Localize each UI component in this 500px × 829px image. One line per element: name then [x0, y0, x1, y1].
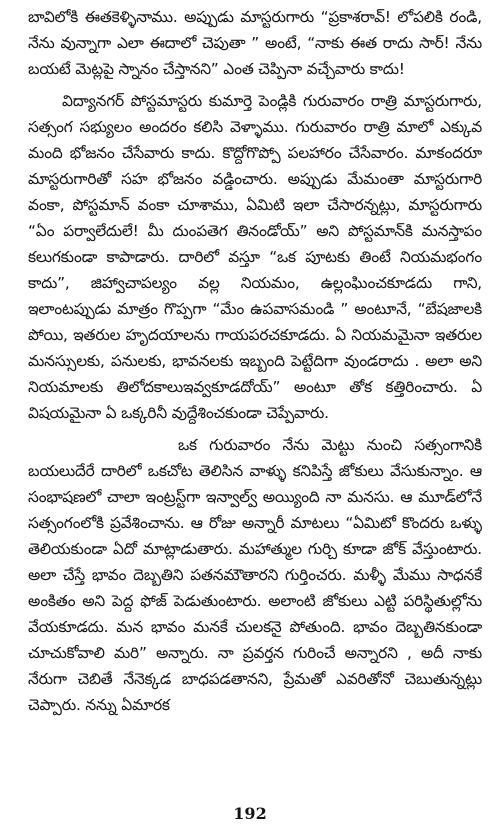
paragraph-3: ఒక గురువారం నేను మెట్టు నుంచి సత్సంగానికి బయలుదేరే దారిలో ఒకచోట తెలిసిన వాళ్ళు కనిపిస్తే జోకులు వేసుకున్నాం. ఆ సంభాషణలో చాలా ఇంట్రస్ట్‌గా ఇన్వాల్వ్ అయ్యింది నా మనసు. ఆ మూడ్‌లోనే సత్సంగంలోకి ప్రవేశించాను. ఆ రోజు అన్నారీ మాటలు “ఏమిటో కొందరు ఒళ్ళు తెలియకుండా ఏదో మాట్లాడుతారు. మహాత్ముల గుర్చి కూడా జోక్ వేస్తుంటారు. అలా చేస్తే భావం దెబ్బతిని పతనమౌతారని గుర్తించరు. మళ్ళీ మేము సాధనకే అంకితం అని పెద్ద ఫోజ్ పెడుతుంటారు. అలాంటి జోకులు ఎట్టి పరిస్థితుల్లోను వేయకూడదు. మన భావం మనకే చులకనై పోతుంది. భావం దెబ్బతినకుండా చూచుకోవాలి మరి” అన్నారు. నా ప్రవర్తన గురించే అన్నారని , అదీ నాకు నేరుగా చెబితే నేనెక్కడ బాధపడతానని, ప్రేమతో ఎవరితోనో చెబుతున్నట్లు చెప్పారు. నన్ను ఏమారక	[28, 436, 482, 714]
paragraph-2: విద్యానగర్ పోస్టమాస్టరు కుమార్తె పెండ్లికి గురువారం రాత్రి మాస్టరుగారు, సత్సంగ సభ్యులం అందరం కలిసి వెళ్ళాము. గురువారం రాత్రి మాలో ఎక్కువ మంది భోజనం చేసేవారు కాదు. కొద్దోగొప్పో పలహారం చేసేవారం. మాకందరూ మాస్టరుగారితో సహ భోజనం వడ్డించారు. అప్పుడు మేమంతా మాస్టరుగారి వంకా, పోస్టమాన్ వంకా చూశాము, ఏమిటి ఇలా చేసారన్నట్లు, మాస్టరుగారు “ఏం పర్వాలేదులే! మీ దుంపతెగ తినండోయ్” అని పోస్టమాన్‌కి మనస్తాపం కలుగకుండా కాపాడారు. దారిలో వస్తూ “ఒక పూటకు తింటే నియమభంగం కాదు”, జిహ్వాచాపల్యం వల్ల నియమం, ఉల్లంఘించకూడదు గాని, ఇలాంటప్పుడు మాత్రం గొప్పగా “మేం ఉపవాసమండి ” అంటూనే, “బేషజాలకి పోయి, ఇతరుల హృదయాలను గాయపరచకూడదు. ఏ నియమమైనా ఇతరుల మనస్సులకు, పనులకు, భావనలకు ఇబ్బంది పెట్టేదిగా వుండరాదు . అలా అని నియమాలకు తిలోదకాలుఇవ్వకూడదోయ్” అంటూ తోక కత్తిరించారు. ఏ విషయమైనా ఏ ఒక్కరినీ వుద్దేశించకుండా చెప్పేవారు.	[28, 92, 482, 422]
page-number: 192	[233, 804, 267, 823]
paragraph-1: బావిలోకి ఈతకెళ్ళినాము. అప్పుడు మాస్టరుగారు “ప్రకాశరావ్! లోపలికి రండి, నేను వున్నాగా ఎలా ఈదాలో చెపుతా ” అంటే, “నాకు ఈత రాదు సార్! నేను బయటే మెట్లపై స్నానం చేస్తానని” ఎంత చెప్పినా వచ్చేవారు కాదు!	[28, 8, 482, 78]
